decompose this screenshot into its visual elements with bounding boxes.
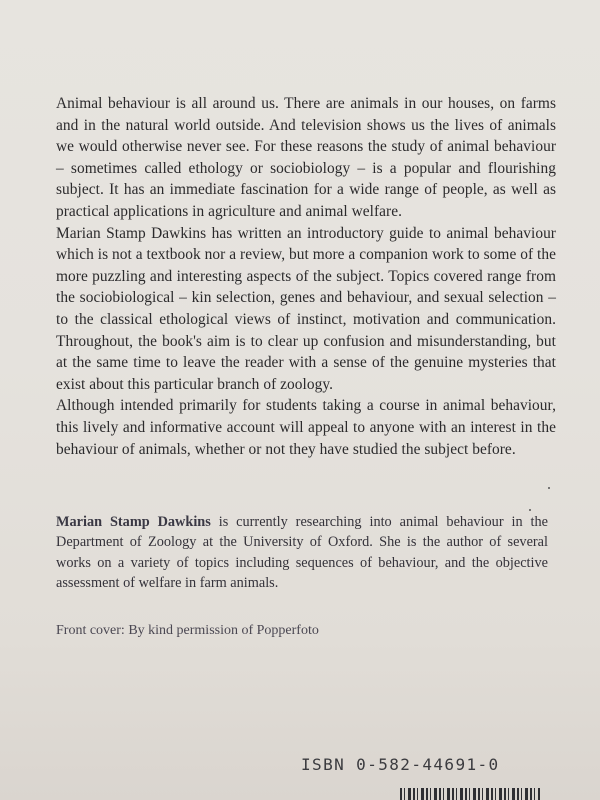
book-blurb — [56, 93, 556, 460]
author-name: Marian Stamp Dawkins — [56, 514, 211, 530]
cover-credit: Front cover: By kind permission of Popperfoto — [56, 623, 319, 638]
barcode — [400, 788, 540, 800]
dust-speck — [548, 487, 550, 489]
isbn-number: ISBN 0-582-44691-0 — [301, 755, 500, 774]
author-bio-text — [56, 512, 548, 594]
blurb-paragraph-2: Marian Stamp Dawkins has written an introductory guide to animal behaviour which is not a textbook nor a review, but more a companion work to some of the more puzzling and interesting aspects of the subject. Topics covered range from the sociobiological – kin selection, genes and behaviour, and sexual selection – to the classical ethological views of instinct, motivation and communication. Throughout, the book's aim is to clear up confusion and misunderstanding, but at the same time to leave the reader with a sense of the genuine mysteries that exist about this particular branch of zoology. — [56, 224, 556, 393]
blurb-paragraph-3: Although intended primarily for students taking a course in animal behaviour, this lively and informative account will appeal to anyone with an interest in the behaviour of animals, whether or not they have studied the subject before. — [56, 397, 556, 458]
author-bio-body: is currently researching into animal behaviour in the Department of Zoology at the University of Oxford. She is the author of several works on a variety of topics including sequences of behaviour, and the objective assessment of welfare in farm animals. — [56, 514, 548, 592]
blurb-paragraph-1: Animal behaviour is all around us. There are animals in our houses, on farms and in the natural world outside. And television shows us the lives of animals we would otherwise never see. For these reasons the study of animal behaviour – sometimes called ethology or sociobiology – is a popular and flourishing subject. It has an immediate fascination for a wide range of people, as well as practical applications in agriculture and animal welfare. — [56, 95, 556, 220]
author-bio — [56, 512, 548, 594]
dust-speck — [529, 509, 531, 511]
